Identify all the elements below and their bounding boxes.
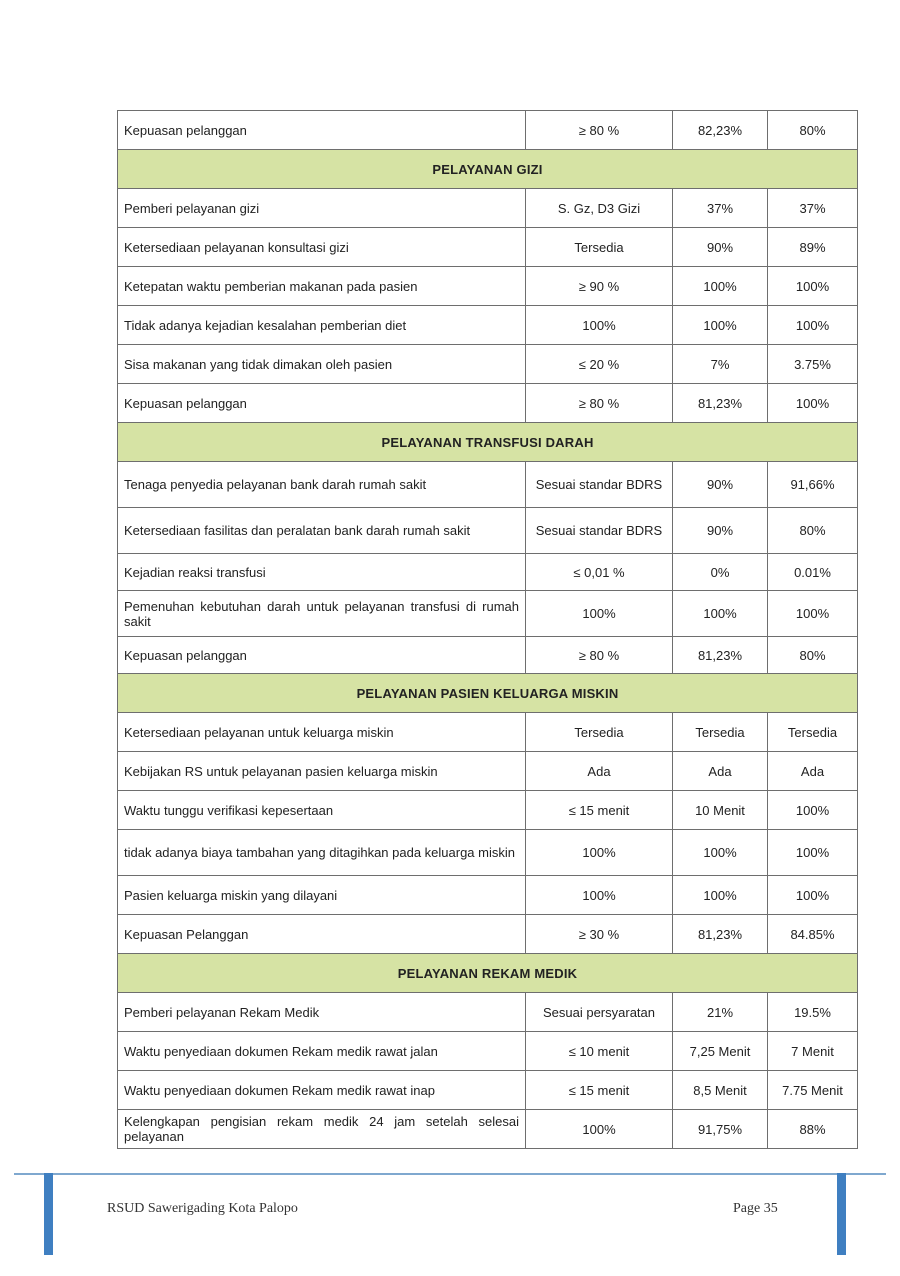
indicator-cell: Tidak adanya kejadian kesalahan pemberian diet <box>118 306 526 345</box>
table-row <box>118 1110 858 1149</box>
standard-cell: 100% <box>526 591 673 637</box>
table-row <box>118 1032 858 1071</box>
section-header-row <box>118 423 858 462</box>
standard-cell: ≤ 15 menit <box>526 1071 673 1110</box>
table-row <box>118 554 858 591</box>
achievement-cell-2: 100% <box>768 306 858 345</box>
achievement-cell-2: 100% <box>768 791 858 830</box>
indicator-cell: Waktu penyediaan dokumen Rekam medik rawat jalan <box>118 1032 526 1071</box>
indicator-cell: Tenaga penyedia pelayanan bank darah rumah sakit <box>118 462 526 508</box>
standard-cell: ≥ 80 % <box>526 384 673 423</box>
achievement-cell-2: 88% <box>768 1110 858 1149</box>
achievement-cell-2: 80% <box>768 508 858 554</box>
indicator-cell: Kejadian reaksi transfusi <box>118 554 526 591</box>
section-title: PELAYANAN TRANSFUSI DARAH <box>118 423 858 462</box>
indicator-cell: Sisa makanan yang tidak dimakan oleh pasien <box>118 345 526 384</box>
standard-cell: Tersedia <box>526 228 673 267</box>
achievement-cell-2: 84.85% <box>768 915 858 954</box>
achievement-cell: 0% <box>673 554 768 591</box>
achievement-cell: 7,25 Menit <box>673 1032 768 1071</box>
section-header-row <box>118 954 858 993</box>
table-row <box>118 876 858 915</box>
table-row <box>118 267 858 306</box>
indicator-cell: Kepuasan pelanggan <box>118 111 526 150</box>
standard-cell: 100% <box>526 1110 673 1149</box>
achievement-cell-2: 7.75 Menit <box>768 1071 858 1110</box>
standard-cell: Ada <box>526 752 673 791</box>
table-row <box>118 462 858 508</box>
achievement-cell-2: 91,66% <box>768 462 858 508</box>
table-row <box>118 189 858 228</box>
indicator-cell: Ketersediaan pelayanan konsultasi gizi <box>118 228 526 267</box>
table-row <box>118 228 858 267</box>
achievement-cell-2: 100% <box>768 876 858 915</box>
table-row <box>118 830 858 876</box>
indicator-cell: Pemenuhan kebutuhan darah untuk pelayanan transfusi di rumah sakit <box>118 591 526 637</box>
achievement-cell: 90% <box>673 508 768 554</box>
standard-cell: ≤ 20 % <box>526 345 673 384</box>
achievement-cell: 8,5 Menit <box>673 1071 768 1110</box>
footer-page-number: Page 35 <box>733 1201 778 1216</box>
achievement-cell-2: 7 Menit <box>768 1032 858 1071</box>
footer-hospital-name: RSUD Sawerigading Kota Palopo <box>107 1201 298 1216</box>
achievement-cell-2: Ada <box>768 752 858 791</box>
indicator-cell: Pasien keluarga miskin yang dilayani <box>118 876 526 915</box>
section-title: PELAYANAN PASIEN KELUARGA MISKIN <box>118 674 858 713</box>
standard-cell: ≤ 0,01 % <box>526 554 673 591</box>
standard-cell: S. Gz, D3 Gizi <box>526 189 673 228</box>
achievement-cell: 100% <box>673 306 768 345</box>
standard-cell: ≥ 30 % <box>526 915 673 954</box>
achievement-cell: 82,23% <box>673 111 768 150</box>
standard-cell: ≥ 90 % <box>526 267 673 306</box>
achievement-cell: 81,23% <box>673 384 768 423</box>
achievement-cell-2: 80% <box>768 637 858 674</box>
standard-cell: ≤ 15 menit <box>526 791 673 830</box>
indicator-cell: Kepuasan Pelanggan <box>118 915 526 954</box>
table-row <box>118 111 858 150</box>
indicator-cell: Pemberi pelayanan gizi <box>118 189 526 228</box>
achievement-cell-2: 80% <box>768 111 858 150</box>
table-row <box>118 508 858 554</box>
spm-table <box>117 110 858 1149</box>
indicator-cell: Kelengkapan pengisian rekam medik 24 jam setelah selesai pelayanan <box>118 1110 526 1149</box>
achievement-cell: 37% <box>673 189 768 228</box>
table-row <box>118 384 858 423</box>
achievement-cell: 100% <box>673 876 768 915</box>
achievement-cell-2: 3.75% <box>768 345 858 384</box>
table-row <box>118 752 858 791</box>
achievement-cell: Ada <box>673 752 768 791</box>
achievement-cell: 90% <box>673 462 768 508</box>
indicator-cell: Ketersediaan pelayanan untuk keluarga miskin <box>118 713 526 752</box>
standard-cell: 100% <box>526 830 673 876</box>
achievement-cell-2: 100% <box>768 384 858 423</box>
standard-cell: ≤ 10 menit <box>526 1032 673 1071</box>
indicator-cell: Ketersediaan fasilitas dan peralatan bank darah rumah sakit <box>118 508 526 554</box>
standard-cell: 100% <box>526 306 673 345</box>
table-row <box>118 915 858 954</box>
table-row <box>118 713 858 752</box>
achievement-cell-2: 19.5% <box>768 993 858 1032</box>
achievement-cell: 100% <box>673 267 768 306</box>
indicator-cell: Pemberi pelayanan Rekam Medik <box>118 993 526 1032</box>
section-title: PELAYANAN REKAM MEDIK <box>118 954 858 993</box>
table-row <box>118 591 858 637</box>
spm-table-body <box>118 111 858 1149</box>
achievement-cell-2: 0.01% <box>768 554 858 591</box>
footer-divider <box>14 1173 886 1175</box>
standard-cell: ≥ 80 % <box>526 111 673 150</box>
section-title: PELAYANAN GIZI <box>118 150 858 189</box>
achievement-cell: 81,23% <box>673 637 768 674</box>
indicator-cell: tidak adanya biaya tambahan yang ditagihkan pada keluarga miskin <box>118 830 526 876</box>
footer-right-bar <box>837 1173 846 1255</box>
achievement-cell: 100% <box>673 830 768 876</box>
standard-cell: Tersedia <box>526 713 673 752</box>
indicator-cell: Waktu tunggu verifikasi kepesertaan <box>118 791 526 830</box>
achievement-cell-2: 89% <box>768 228 858 267</box>
achievement-cell: 7% <box>673 345 768 384</box>
achievement-cell-2: Tersedia <box>768 713 858 752</box>
standard-cell: 100% <box>526 876 673 915</box>
table-row <box>118 993 858 1032</box>
achievement-cell: 100% <box>673 591 768 637</box>
indicator-cell: Kepuasan pelanggan <box>118 637 526 674</box>
standard-cell: Sesuai standar BDRS <box>526 462 673 508</box>
section-header-row <box>118 674 858 713</box>
achievement-cell-2: 100% <box>768 267 858 306</box>
achievement-cell: 90% <box>673 228 768 267</box>
table-row <box>118 791 858 830</box>
standard-cell: Sesuai standar BDRS <box>526 508 673 554</box>
indicator-cell: Ketepatan waktu pemberian makanan pada pasien <box>118 267 526 306</box>
standard-cell: Sesuai persyaratan <box>526 993 673 1032</box>
table-row <box>118 345 858 384</box>
indicator-cell: Kebijakan RS untuk pelayanan pasien keluarga miskin <box>118 752 526 791</box>
standard-cell: ≥ 80 % <box>526 637 673 674</box>
footer-left-bar <box>44 1173 53 1255</box>
achievement-cell: 81,23% <box>673 915 768 954</box>
indicator-cell: Kepuasan pelanggan <box>118 384 526 423</box>
achievement-cell-2: 37% <box>768 189 858 228</box>
indicator-cell: Waktu penyediaan dokumen Rekam medik rawat inap <box>118 1071 526 1110</box>
table-row <box>118 306 858 345</box>
achievement-cell: 91,75% <box>673 1110 768 1149</box>
achievement-cell: Tersedia <box>673 713 768 752</box>
achievement-cell-2: 100% <box>768 591 858 637</box>
achievement-cell-2: 100% <box>768 830 858 876</box>
table-row <box>118 1071 858 1110</box>
achievement-cell: 21% <box>673 993 768 1032</box>
table-row <box>118 637 858 674</box>
section-header-row <box>118 150 858 189</box>
achievement-cell: 10 Menit <box>673 791 768 830</box>
